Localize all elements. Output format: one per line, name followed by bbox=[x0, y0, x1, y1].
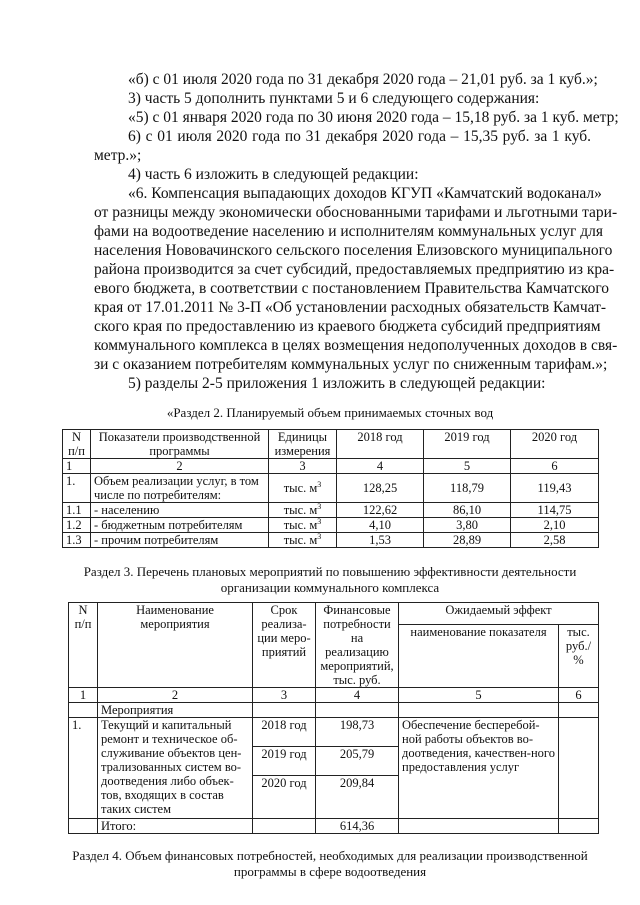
cell bbox=[399, 819, 559, 834]
header-cell: Единицы измерения bbox=[269, 430, 337, 459]
cell: 6 bbox=[511, 459, 599, 474]
table-header-row bbox=[63, 430, 599, 459]
group-label: Мероприятия bbox=[98, 703, 253, 718]
cell bbox=[559, 718, 599, 819]
body-line: «б) с 01 июля 2020 года по 31 декабря 2020 года – 21,01 руб. за 1 куб.»; bbox=[128, 71, 598, 88]
cell-year: 2019 год bbox=[253, 747, 316, 776]
cell-n: 1. bbox=[69, 718, 98, 819]
cell-unit bbox=[269, 474, 337, 503]
cell-unit bbox=[269, 533, 337, 548]
unit-sup: 3 bbox=[317, 516, 322, 526]
cell-n: 1.3 bbox=[63, 533, 91, 548]
cell-amount: 198,73 bbox=[316, 718, 399, 747]
unit-sup: 3 bbox=[317, 531, 322, 541]
cell-2019: 3,80 bbox=[424, 518, 511, 533]
header-cell: 2019 год bbox=[424, 430, 511, 459]
table-row bbox=[63, 503, 599, 518]
cell-unit bbox=[269, 518, 337, 533]
table-row bbox=[63, 533, 599, 548]
cell: 4 bbox=[316, 688, 399, 703]
cell bbox=[253, 819, 316, 834]
cell-2020: 2,10 bbox=[511, 518, 599, 533]
header-indicator: наименование показателя bbox=[399, 624, 559, 687]
cell: 1 bbox=[63, 459, 91, 474]
header-term: Срок реализа-ции меро-приятий bbox=[253, 603, 316, 688]
paragraph-line: «6. Компенсация выпадающих доходов КГУП «Камчатский водоканал» bbox=[128, 185, 602, 202]
cell: 4 bbox=[337, 459, 424, 474]
cell-2019: 118,79 bbox=[424, 474, 511, 503]
cell-2019: 86,10 bbox=[424, 503, 511, 518]
header-cell: 2018 год bbox=[337, 430, 424, 459]
cell: 3 bbox=[269, 459, 337, 474]
unit-sup: 3 bbox=[317, 501, 322, 511]
cell bbox=[316, 703, 399, 718]
section4-caption-line1: Раздел 4. Объем финансовых потребностей, необходимых для реализации производственной bbox=[72, 848, 588, 863]
cell bbox=[559, 819, 599, 834]
unit-text: тыс. м bbox=[283, 533, 318, 547]
table-row bbox=[63, 474, 599, 503]
cell: 3 bbox=[253, 688, 316, 703]
header-value: тыс. руб./% bbox=[559, 624, 599, 687]
cell bbox=[69, 703, 98, 718]
total-label: Итого: bbox=[98, 819, 253, 834]
unit-sup: 3 bbox=[317, 479, 322, 489]
unit-text: тыс. м bbox=[283, 481, 318, 495]
cell-effect: Обеспечение бесперебой-ной работы объектов во-доотведения, качествен-ного предоставления услуг bbox=[399, 718, 559, 819]
cell-2020: 114,75 bbox=[511, 503, 599, 518]
paragraph-line: зи с оказанием потребителям коммунальных услуг по сниженным тарифам.»; bbox=[94, 356, 608, 373]
section3-table bbox=[68, 602, 599, 834]
cell: 1 bbox=[69, 688, 98, 703]
header-cell: 2020 год bbox=[511, 430, 599, 459]
body-line: 3) часть 5 дополнить пунктами 5 и 6 следующего содержания: bbox=[128, 90, 540, 107]
cell-name: - бюджетным потребителям bbox=[91, 518, 269, 533]
cell bbox=[559, 703, 599, 718]
cell: 2 bbox=[91, 459, 269, 474]
paragraph-line: района производится за счет субсидий, предоставляемых предприятию из кра- bbox=[94, 261, 615, 278]
cell-2020: 2,58 bbox=[511, 533, 599, 548]
paragraph-line: фами на водоотведение населению и исполнителям коммунальных услуг для bbox=[94, 223, 604, 240]
cell-year: 2020 год bbox=[253, 776, 316, 819]
body-line: «5) с 01 января 2020 года по 30 июня 2020 года – 15,18 руб. за 1 куб. метр; bbox=[128, 109, 619, 126]
table-header-row bbox=[69, 603, 599, 625]
cell-year: 2018 год bbox=[253, 718, 316, 747]
table-row bbox=[63, 518, 599, 533]
header-finance: Финансовые потребности на реализацию мероприятий, тыс. руб. bbox=[316, 603, 399, 688]
cell-2020: 119,43 bbox=[511, 474, 599, 503]
column-number-row bbox=[63, 459, 599, 474]
header-cell: N п/п bbox=[63, 430, 91, 459]
body-line: 4) часть 6 изложить в следующей редакции: bbox=[128, 166, 419, 183]
table-row bbox=[69, 718, 599, 747]
paragraph-line: евого бюджета, в соответствии с постановлением Правительства Камчатского bbox=[94, 280, 610, 297]
cell bbox=[69, 819, 98, 834]
header-name: Наименование мероприятия bbox=[98, 603, 253, 688]
cell-2019: 28,89 bbox=[424, 533, 511, 548]
section2-table bbox=[62, 429, 599, 548]
section3-caption-line2: организации коммунального комплекса bbox=[220, 580, 440, 595]
column-number-row bbox=[69, 688, 599, 703]
cell-name: Текущий и капитальный ремонт и техническое об-служивание объектов цен-трализованных систем во-доотведения либо объек-тов, входящих в состав таких систем bbox=[98, 718, 253, 819]
section4-caption-line2: программы в сфере водоотведения bbox=[233, 864, 427, 879]
cell-2018: 4,10 bbox=[337, 518, 424, 533]
paragraph-line: коммунального комплекса в целях возмещения недополученных доходов в свя- bbox=[94, 337, 618, 354]
cell-name: - населению bbox=[91, 503, 269, 518]
total-value: 614,36 bbox=[316, 819, 399, 834]
cell-2018: 122,62 bbox=[337, 503, 424, 518]
cell-name: - прочим потребителям bbox=[91, 533, 269, 548]
body-line: 6) с 01 июля 2020 года по 31 декабря 2020 года – 15,35 руб. за 1 куб. bbox=[128, 128, 591, 145]
cell: 5 bbox=[399, 688, 559, 703]
header-cell: Показатели производственной программы bbox=[91, 430, 269, 459]
cell-2018: 128,25 bbox=[337, 474, 424, 503]
body-line: 5) разделы 2-5 приложения 1 изложить в следующей редакции: bbox=[128, 375, 546, 392]
unit-text: тыс. м bbox=[283, 503, 318, 517]
paragraph-line: края от 17.01.2011 № 3-П «Об установлении расходных обязательств Камчат- bbox=[94, 299, 607, 316]
total-row bbox=[69, 819, 599, 834]
cell: 2 bbox=[98, 688, 253, 703]
cell-n: 1.1 bbox=[63, 503, 91, 518]
cell: 5 bbox=[424, 459, 511, 474]
header-effect: Ожидаемый эффект bbox=[399, 603, 599, 625]
section3-caption-line1: Раздел 3. Перечень плановых мероприятий по повышению эффективности деятельности bbox=[83, 564, 577, 579]
paragraph-line: от разницы между экономически обоснованными тарифами и льготными тари- bbox=[94, 204, 618, 221]
cell-name: Объем реализации услуг, в том числе по потребителям: bbox=[91, 474, 269, 503]
cell-n: 1.2 bbox=[63, 518, 91, 533]
cell bbox=[253, 703, 316, 718]
unit-text: тыс. м bbox=[283, 518, 318, 532]
cell-amount: 209,84 bbox=[316, 776, 399, 819]
header-n: N п/п bbox=[69, 603, 98, 688]
cell-unit bbox=[269, 503, 337, 518]
cell bbox=[399, 703, 559, 718]
group-row bbox=[69, 703, 599, 718]
body-line: метр.»; bbox=[94, 147, 142, 164]
cell-2018: 1,53 bbox=[337, 533, 424, 548]
cell-amount: 205,79 bbox=[316, 747, 399, 776]
paragraph-line: ского края по предоставлению из краевого бюджета субсидий предприятиям bbox=[94, 318, 601, 335]
cell-n: 1. bbox=[63, 474, 91, 503]
paragraph-line: населения Нововачинского сельского поселения Елизовского муниципального bbox=[94, 242, 613, 259]
cell: 6 bbox=[559, 688, 599, 703]
section2-caption: «Раздел 2. Планируемый объем принимаемых сточных вод bbox=[166, 405, 494, 420]
